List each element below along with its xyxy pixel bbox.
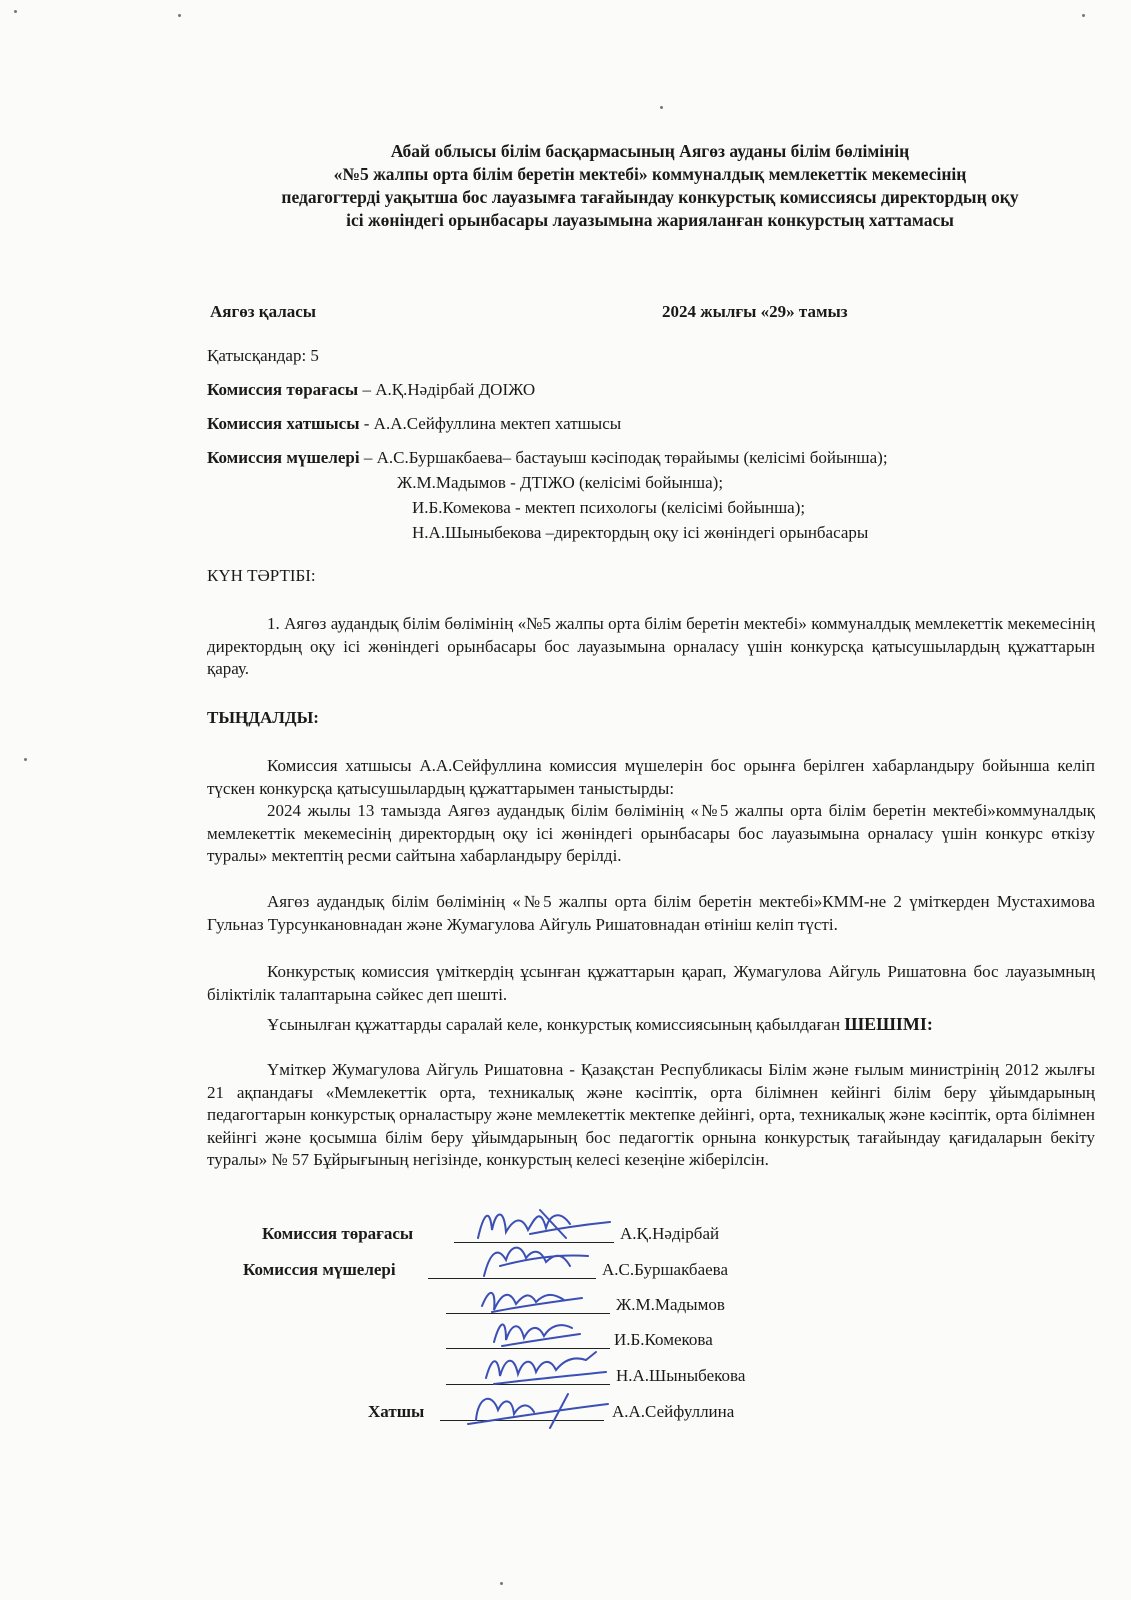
- decision-intro-line: [207, 1013, 1095, 1037]
- scan-speck: [14, 10, 17, 13]
- scan-speck: [500, 1582, 503, 1585]
- agenda-item: 1. Аягөз аудандық білім бөлімінің «№5 жалпы орта білім беретін мектебі» коммуналдық мемлекеттік мекемесінің директордың оқу ісі жөніндегі орынбасары бос лауазымына орналасу үшін конкурсқа қатысушылардың құжаттарын қарау.: [207, 614, 1095, 679]
- decision-word: ШЕШІМІ:: [844, 1014, 933, 1034]
- sig-chair-name: А.Қ.Нәдірбай: [620, 1224, 720, 1243]
- heard-paragraph-3: Аягөз аудандық білім бөлімінің «№5 жалпы орта білім беретін мектебі»КММ-не 2 үміткерден Мустахимова Гульназ Турсункановнадан және Жумагулова Айгуль Ришатовнадан өтініш келіп түсті.: [207, 892, 1095, 934]
- chair-value: – А.Қ.Нәдірбай ДОІЖО: [358, 380, 536, 399]
- title-line-4: ісі жөніндегі орынбасары лауазымына жарияланған конкурстың хаттамасы: [346, 210, 954, 230]
- members-label: Комиссия мүшелері: [207, 448, 360, 467]
- secretary-value: - А.А.Сейфуллина мектеп хатшысы: [359, 414, 622, 433]
- sig-member-name-4: Н.А.Шыныбекова: [616, 1366, 746, 1385]
- date: 2024 жылғы «29» тамыз: [662, 302, 848, 321]
- heard-paragraph-2: 2024 жылы 13 тамызда Аягөз аудандық білім бөлімінің «№5 жалпы орта білім беретін мектебі»коммуналдық мемлекеттік мекемесінің директордың оқу ісі жөніндегі орынбасары бос лауазымына орналасу үшін конкурс өткізу туралы» мектептің ресми сайтына хабарландыру берілді.: [207, 801, 1095, 866]
- sig-secretary-name: А.А.Сейфуллина: [612, 1402, 735, 1421]
- secretary-signature: [458, 1384, 618, 1434]
- chair-line: [207, 380, 535, 400]
- member-4: Н.А.Шыныбекова –директордың оқу ісі жөніндегі орынбасары: [412, 523, 869, 542]
- scan-speck: [178, 14, 181, 17]
- member-3: И.Б.Комекова - мектеп психологы (келісімі бойынша);: [412, 498, 806, 517]
- scan-speck: [24, 758, 27, 761]
- heard-paragraph-1: Комиссия хатшысы А.А.Сейфуллина комиссия мүшелерін бос орынға берілген хабарландыру бойынша келіп түскен конкурсқа қатысушылардың құжаттарымен таныстырды:: [207, 756, 1095, 798]
- agenda-heading: КҮН ТӘРТІБІ:: [207, 566, 316, 585]
- sig-chair-label: Комиссия төрағасы: [262, 1224, 414, 1243]
- heard-heading: ТЫҢДАЛДЫ:: [207, 708, 319, 727]
- sig-members-label: Комиссия мүшелері: [243, 1260, 396, 1279]
- sig-member-name-1: А.С.Буршакбаева: [602, 1260, 729, 1279]
- sig-member-name-3: И.Б.Комекова: [614, 1330, 713, 1349]
- document-title: [200, 140, 1100, 232]
- scan-speck: [660, 106, 663, 109]
- chair-label: Комиссия төрағасы: [207, 380, 359, 399]
- place: Аягөз қаласы: [210, 302, 317, 321]
- participants: Қатысқандар: 5: [207, 346, 319, 365]
- member-signature-4: [476, 1342, 616, 1390]
- member-1: – А.С.Буршакбаева– бастауыш кәсіподақ төрайымы (келісімі бойынша);: [359, 448, 888, 467]
- title-line-3: педагогтерді уақытша бос лауазымға тағайындау конкурстық комиссиясы директордың оқу: [281, 187, 1019, 207]
- sig-secretary-label: Хатшы: [368, 1402, 425, 1421]
- secretary-label: Комиссия хатшысы: [207, 414, 360, 433]
- decision-text: Үміткер Жумагулова Айгуль Ришатовна - Қазақстан Республикасы Білім және ғылым министрінің 2012 жылғы 21 ақпандағы «Мемлекеттік орта, техникалық және кәсіптік, орта білімнен кейінгі білім беру ұйымдарының педагогтарын конкурстық орналастыру және мемлекеттік мектепке дейінгі, орта, техникалық және кәсіптік, орта білімнен кейінгі және қосымша білім беру ұйымдарының бос педагогтік орнына конкурстық тағайындау қағидаларын бекіту туралы» № 57 Бұйрығының негізінде, конкурстың келесі кезеңіне жіберілсін.: [207, 1060, 1095, 1170]
- heard-paragraph-4: Конкурстық комиссия үміткердің ұсынған құжаттарын қарап, Жумагулова Айгуль Ришатовна бос лауазымның біліктілік талаптарына сәйкес деп шешті.: [207, 962, 1095, 1004]
- sig-member-name-2: Ж.М.Мадымов: [616, 1295, 725, 1314]
- title-line-2: «№5 жалпы орта білім беретін мектебі» коммуналдық мемлекеттік мекемесінің: [333, 164, 967, 184]
- title-line-1: Абай облысы білім басқармасының Аягөз ауданы білім бөлімінің: [390, 141, 910, 161]
- decision-intro: Ұсынылған құжаттарды саралай келе, конкурстық комиссиясының қабылдаған: [267, 1015, 845, 1034]
- scan-speck: [1082, 14, 1085, 17]
- secretary-line: [207, 414, 621, 434]
- member-2: Ж.М.Мадымов - ДТІЖО (келісімі бойынша);: [397, 473, 724, 492]
- members-line-1: [207, 448, 888, 468]
